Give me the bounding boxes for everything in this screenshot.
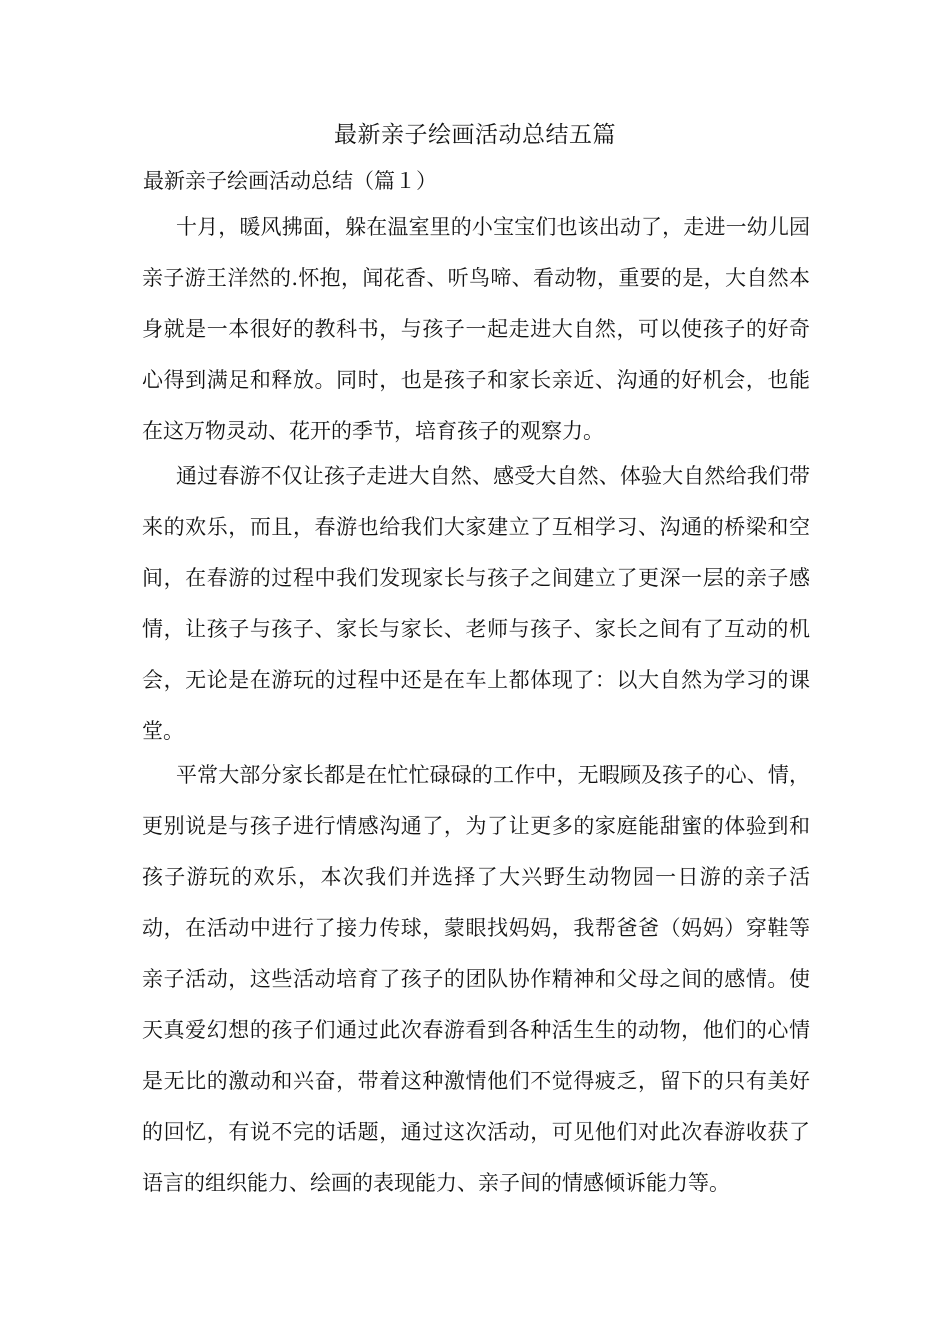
document-title: 最新亲子绘画活动总结五篇	[334, 122, 616, 148]
section-heading: 最新亲子绘画活动总结（篇１）	[143, 169, 437, 193]
paragraph-3: 平常大部分家长都是在忙忙碌碌的工作中，无暇顾及孩子的心、情，更别说是与孩子进行情感沟通了，为了让更多的家庭能甜蜜的体验到和孩子游玩的欢乐，本次我们并选择了大兴野生动物园一日游的亲子活动，在活动中进行了接力传球，蒙眼找妈妈，我帮爸爸（妈妈）穿鞋等亲子活动，这些活动培育了孩子的团队协作精神和父母之间的感情。使天真爱幻想的孩子们通过此次春游看到各种活生生的动物，他们的心情是无比的激动和兴奋，带着这种激情他们不觉得疲乏，留下的只有美好的回忆，有说不完的话题，通过这次活动，可见他们对此次春游收获了语言的组织能力、绘画的表现能力、亲子间的情感倾诉能力等。	[142, 763, 810, 1195]
paragraph-1: 十月，暖风拂面，躲在温室里的小宝宝们也该出动了，走进一幼儿园亲子游王洋然的.怀抱，闻花香、听鸟啼、看动物，重要的是，大自然本身就是一本很好的教科书，与孩子一起走进大自然，可以使孩子的好奇心得到满足和释放。同时，也是孩子和家长亲近、沟通的好机会，也能在这万物灵动、花开的季节，培育孩子的观察力。	[142, 215, 810, 443]
paragraph-2: 通过春游不仅让孩子走进大自然、感受大自然、体验大自然给我们带来的欢乐，而且，春游也给我们大家建立了互相学习、沟通的桥梁和空间，在春游的过程中我们发现家长与孩子之间建立了更深一层的亲子感情，让孩子与孩子、家长与家长、老师与孩子、家长之间有了互动的机会，无论是在游玩的过程中还是在车上都体现了：以大自然为学习的课堂。	[142, 464, 810, 743]
